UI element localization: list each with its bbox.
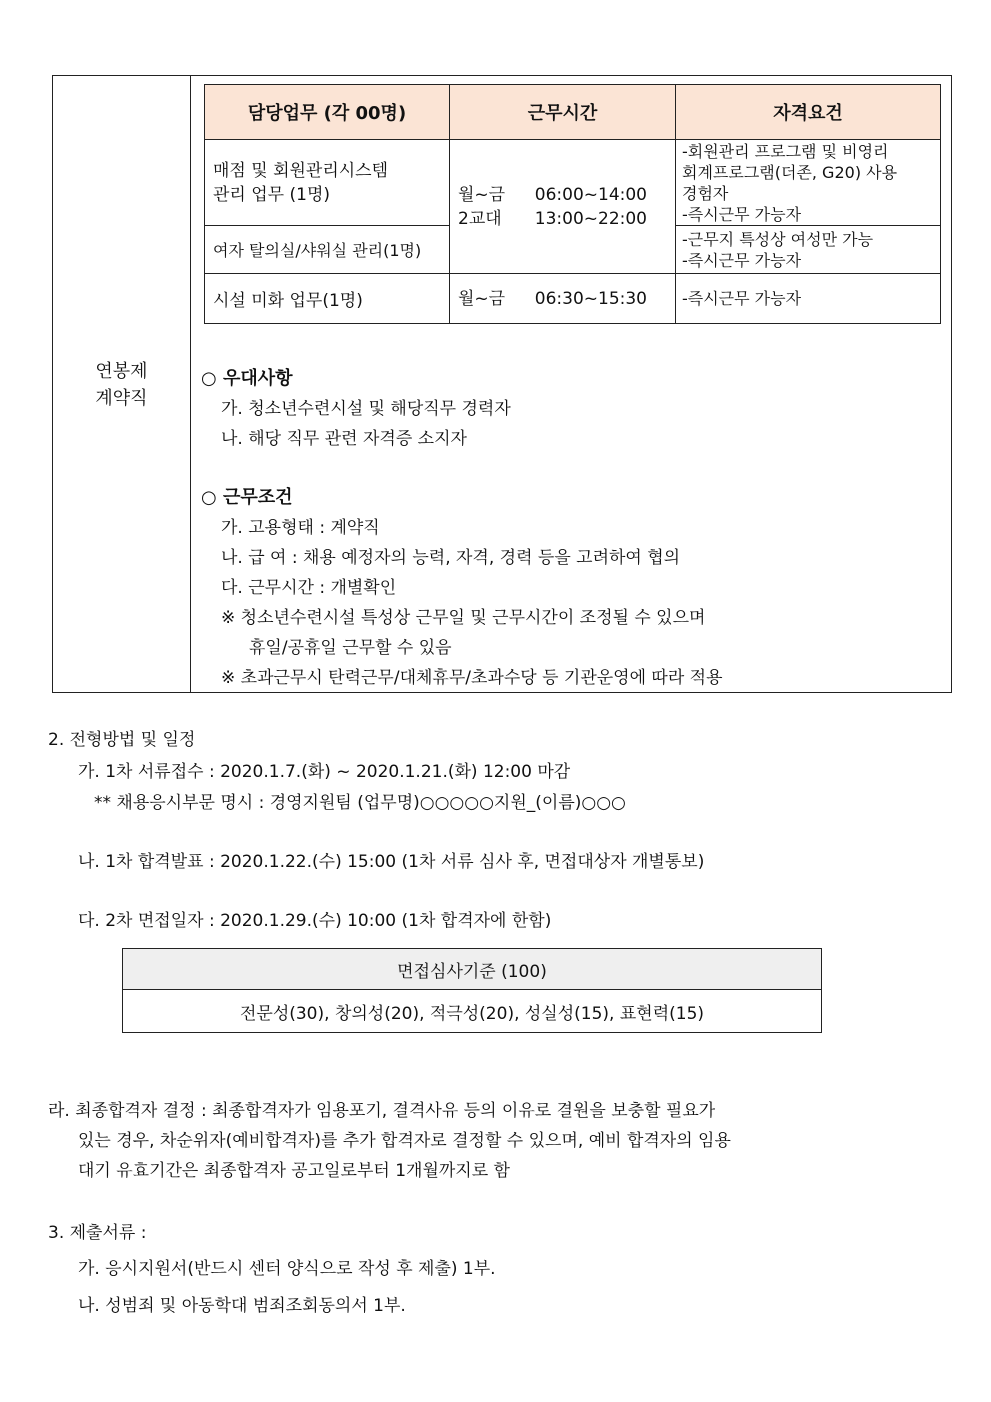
job1-duty	[205, 140, 450, 226]
section2-item-c: 다. 2차 면접일자 : 2020.1.29.(수) 10:00 (1차 합격자에 한함)	[78, 911, 552, 931]
header-hours: 근무시간	[450, 85, 676, 140]
job2-requirements	[676, 226, 941, 274]
condition-note: ※ 초과근무시 탄력근무/대체휴무/초과수당 등 기관운영에 따라 적용	[221, 668, 723, 688]
section2-item-d-line3: 대기 유효기간은 최종합격자 공고일로부터 1개월까지로 함	[78, 1161, 510, 1181]
interview-criteria-table	[122, 948, 822, 1033]
table-row	[205, 140, 941, 226]
contract-type-label	[53, 358, 190, 412]
requirement-line: -즉시근무 가능자	[682, 250, 802, 270]
header-duty: 담당업무 (각 00명)	[205, 85, 450, 140]
time-line2	[458, 207, 667, 231]
contract-box	[52, 75, 952, 693]
preference-item: 가. 청소년수련시설 및 해당직무 경력자	[221, 399, 511, 419]
contract-type-line1: 연봉제	[95, 361, 148, 382]
table-row	[205, 274, 941, 324]
criteria-body: 전문성(30), 창의성(20), 적극성(20), 성실성(15), 표현력(15)	[123, 990, 822, 1033]
section2-item-d-line2: 있는 경우, 차순위자(예비합격자)를 추가 합격자로 결정할 수 있으며, 예비 합격자의 임용	[78, 1131, 731, 1151]
condition-item: 가. 고용형태 : 계약직	[221, 518, 380, 538]
time-day: 2교대	[458, 208, 502, 229]
time-range: 06:00~14:00	[534, 184, 647, 205]
conditions-title: ○ 근무조건	[201, 487, 293, 508]
condition-item: 나. 급 여 : 채용 예정자의 능력, 자격, 경력 등을 고려하여 협의	[221, 548, 681, 568]
time-range: 13:00~22:00	[534, 208, 647, 229]
job2-duty: 여자 탈의실/샤워실 관리(1명)	[205, 226, 450, 274]
condition-item: 다. 근무시간 : 개별확인	[221, 578, 397, 598]
time-line1	[458, 183, 667, 207]
time-range: 06:30~15:30	[534, 288, 647, 309]
job3-duty: 시설 미화 업무(1명)	[205, 274, 450, 324]
job1-requirements	[676, 140, 941, 226]
preference-title: ○ 우대사항	[201, 368, 293, 389]
contract-type-line2: 계약직	[95, 388, 148, 409]
criteria-header: 면접심사기준 (100)	[123, 949, 822, 990]
section3-item: 가. 응시지원서(반드시 센터 양식으로 작성 후 제출) 1부.	[78, 1259, 496, 1279]
jobs-header-row	[205, 85, 941, 140]
requirement-line: 회계프로그램(더존, G20) 사용	[682, 162, 898, 182]
job1-duty-line2: 관리 업무 (1명)	[213, 184, 330, 205]
section2-item-a-note: ** 채용응시부문 명시 : 경영지원팀 (업무명)○○○○○지원_(이름)○○○	[94, 793, 626, 813]
condition-note: ※ 청소년수련시설 특성상 근무일 및 근무시간이 조정될 수 있으며	[221, 608, 706, 628]
condition-note-cont: 휴일/공휴일 근무할 수 있음	[249, 638, 452, 658]
preference-item: 나. 해당 직무 관련 자격증 소지자	[221, 429, 467, 449]
section2-item-b: 나. 1차 합격발표 : 2020.1.22.(수) 15:00 (1차 서류 심사 후, 면접대상자 개별통보)	[78, 852, 705, 872]
conditions-block	[201, 483, 723, 693]
requirement-line: -근무지 특성상 여성만 가능	[682, 229, 874, 249]
header-requirements: 자격요건	[676, 85, 941, 140]
job3-hours	[450, 274, 676, 324]
requirement-line: -즉시근무 가능자	[682, 204, 802, 224]
section3-title: 3. 제출서류 :	[48, 1223, 147, 1243]
requirement-line: -회원관리 프로그램 및 비영리	[682, 141, 889, 161]
jobs-table	[204, 84, 941, 324]
section3-item: 나. 성범죄 및 아동학대 범죄조회동의서 1부.	[78, 1296, 406, 1316]
job1-duty-line1: 매점 및 회원관리시스템	[213, 160, 389, 181]
time-day: 월~금	[458, 184, 506, 205]
section2-title: 2. 전형방법 및 일정	[48, 730, 196, 750]
preference-block	[201, 364, 511, 454]
time-line	[458, 287, 667, 311]
time-day: 월~금	[458, 288, 506, 309]
column-divider	[190, 76, 191, 692]
requirement-line: 경험자	[682, 183, 729, 203]
shared-hours	[450, 140, 676, 274]
job3-requirements: -즉시근무 가능자	[676, 274, 941, 324]
section2-item-d-line1: 라. 최종합격자 결정 : 최종합격자가 임용포기, 결격사유 등의 이유로 결원을 보충할 필요가	[48, 1101, 716, 1121]
section2-item-a: 가. 1차 서류접수 : 2020.1.7.(화) ~ 2020.1.21.(화) 12:00 마감	[78, 762, 571, 782]
